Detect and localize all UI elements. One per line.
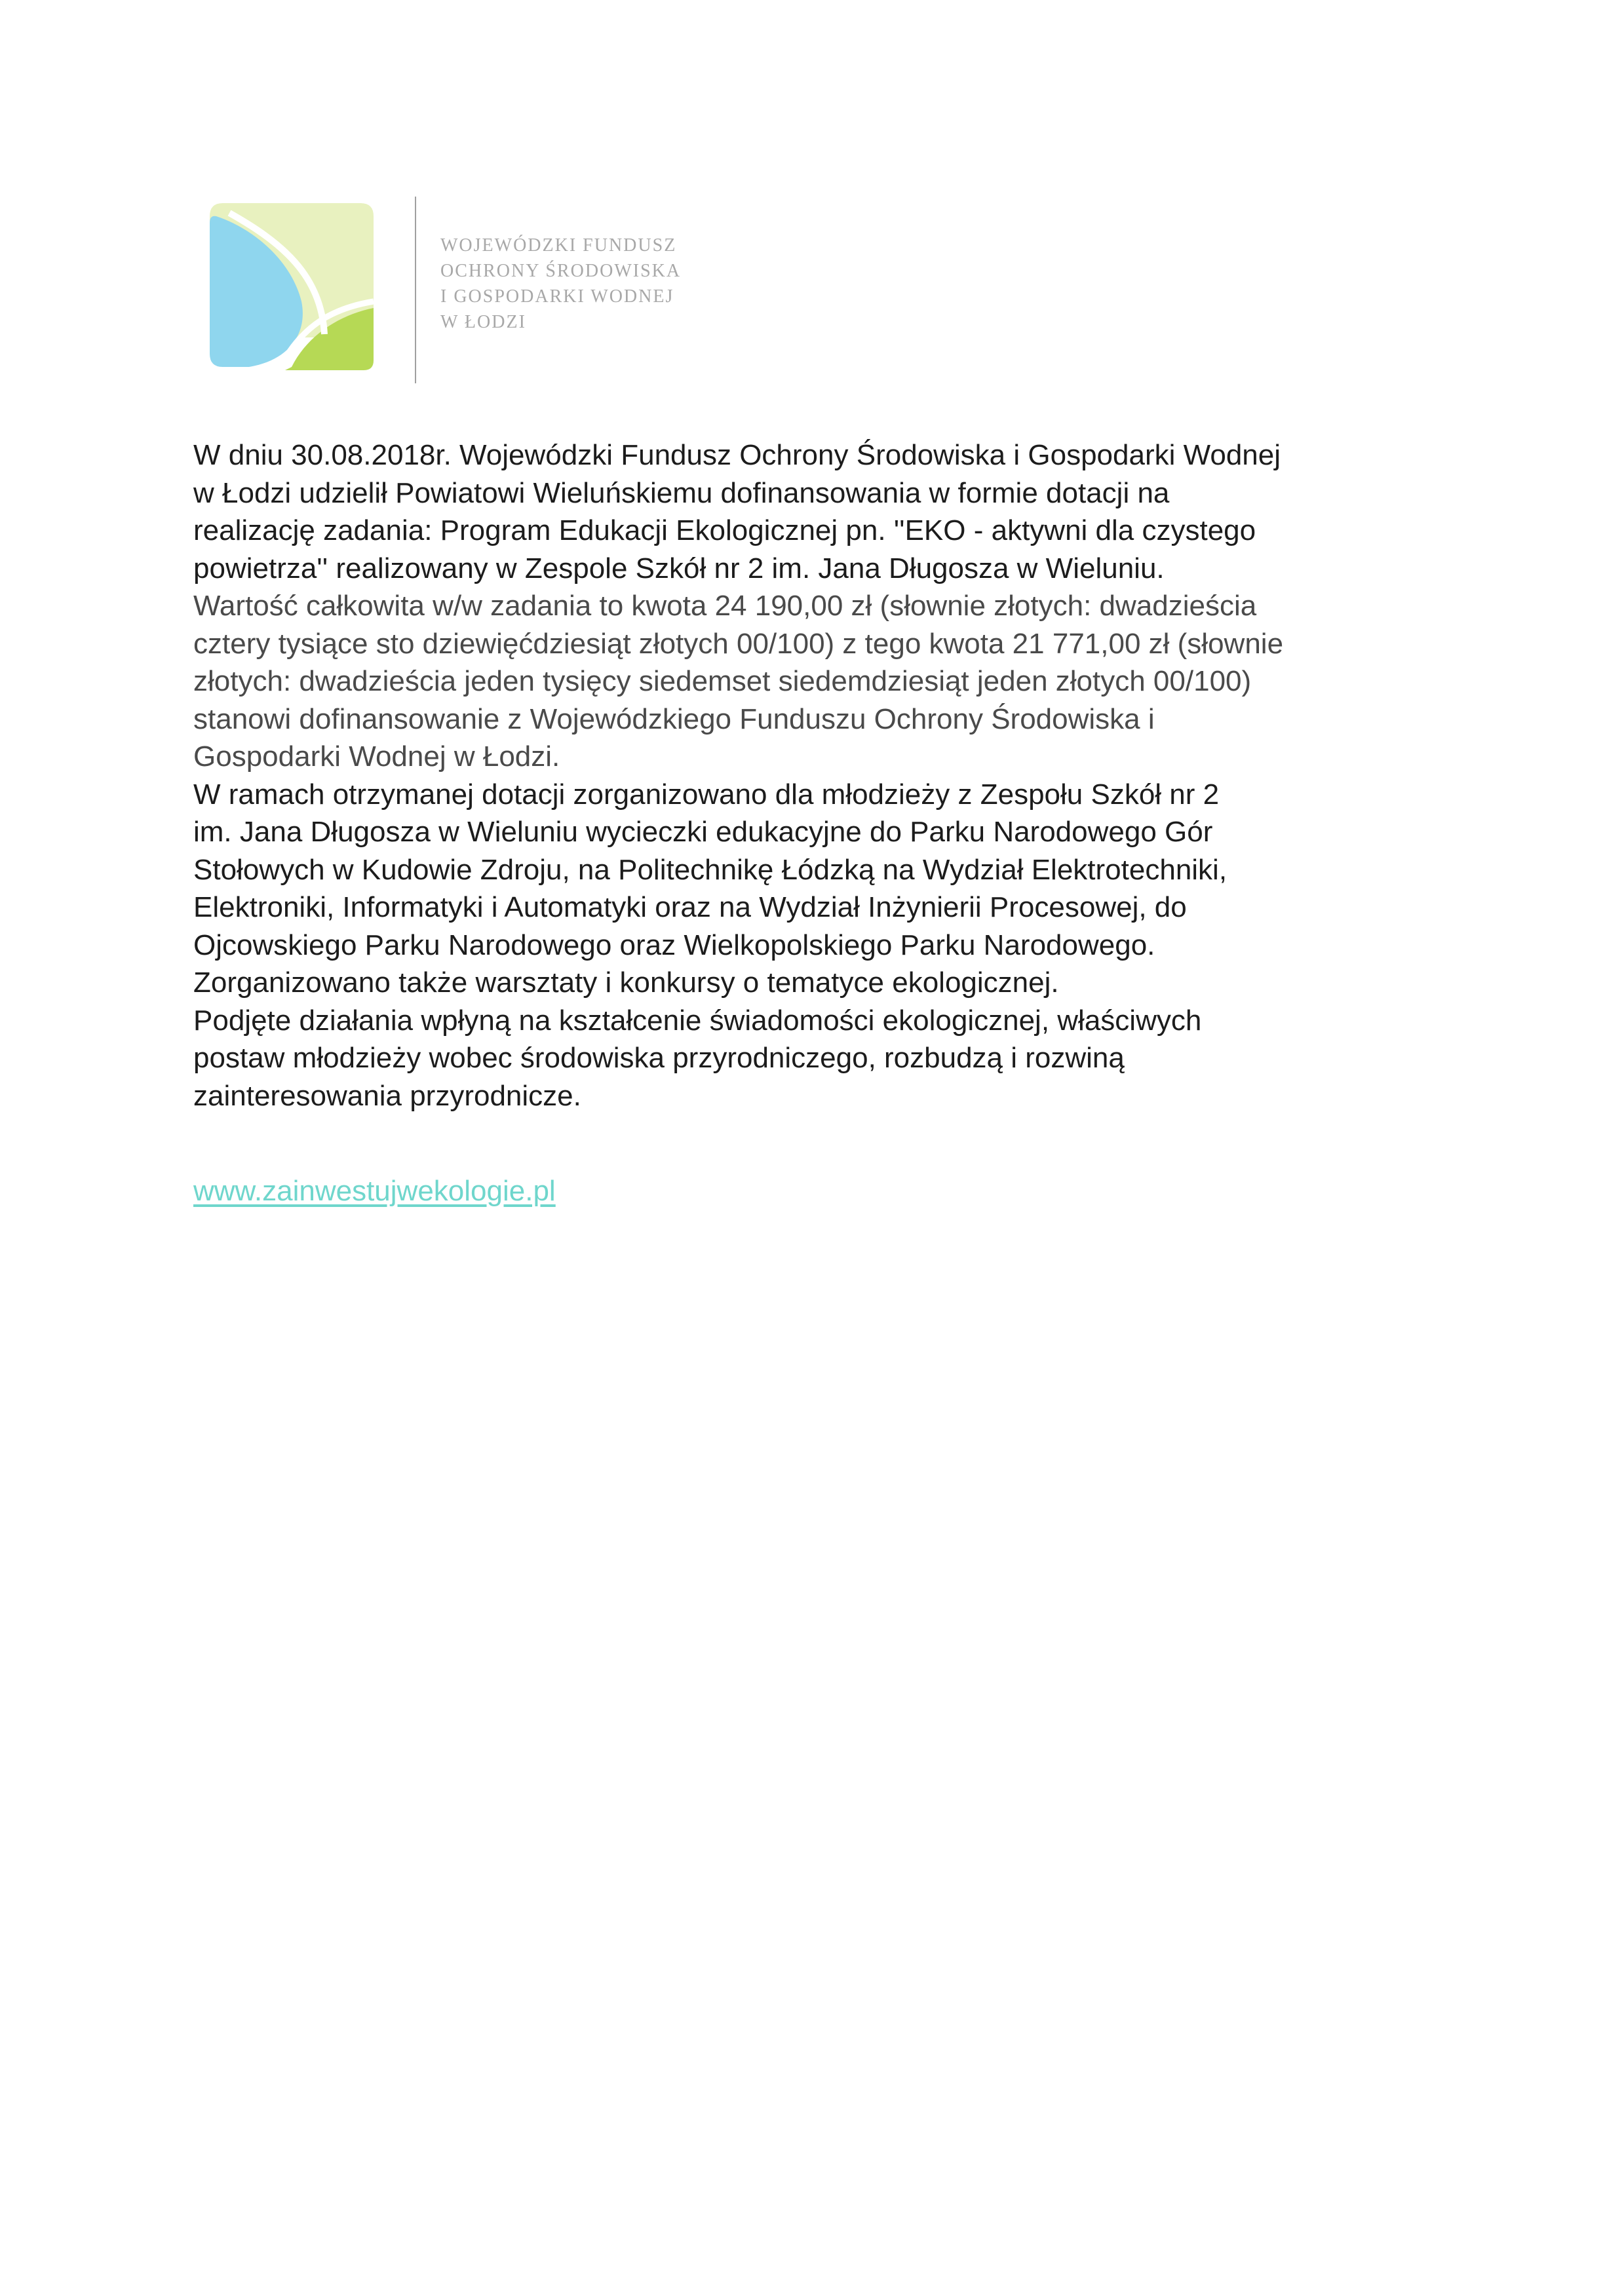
body-line: Podjęte działania wpłyną na kształcenie świadomości ekologicznej, właściwych [193, 1004, 1202, 1037]
body-line: Gospodarki Wodnej w Łodzi. [193, 740, 560, 773]
body-line: Elektroniki, Informatyki i Automatyki oraz na Wydział Inżynierii Procesowej, do [193, 891, 1187, 923]
body-line: złotych: dwadzieścia jeden tysięcy siedemset siedemdziesiąt jeden złotych 00/100) [193, 665, 1252, 697]
body-line: W ramach otrzymanej dotacji zorganizowano dla młodzieży z Zespołu Szkół nr 2 [193, 778, 1220, 811]
body-line: w Łodzi udzielił Powiatowi Wieluńskiemu dofinansowania w formie dotacji na [193, 476, 1170, 509]
body-line: realizację zadania: Program Edukacji Ekologicznej pn. ''EKO - aktywni dla czystego [193, 514, 1256, 546]
body-line: powietrza'' realizowany w Zespole Szkół nr 2 im. Jana Długosza w Wieluniu. [193, 552, 1165, 584]
body-line: Ojcowskiego Parku Narodowego oraz Wielkopolskiego Parku Narodowego. [193, 928, 1155, 961]
org-name-line: WOJEWÓDZKI FUNDUSZ [440, 235, 677, 256]
org-name-line: W ŁODZI [440, 312, 526, 332]
body-line: Zorganizowano także warsztaty i konkursy o tematyce ekologicznej. [193, 966, 1059, 999]
body-line: postaw młodzieży wobec środowiska przyrodniczego, rozbudzą i rozwiną [193, 1042, 1125, 1074]
fund-logo [210, 203, 374, 373]
letterhead-divider [415, 197, 416, 383]
website-link[interactable]: www.zainwestujwekologie.pl [193, 1175, 556, 1207]
document-body [193, 436, 1452, 1115]
org-name-line: I GOSPODARKI WODNEJ [440, 286, 674, 307]
body-line: W dniu 30.08.2018r. Wojewódzki Fundusz Ochrony Środowiska i Gospodarki Wodnej [193, 439, 1281, 471]
body-line: Wartość całkowita w/w zadania to kwota 24 190,00 zł (słownie złotych: dwadzieścia [193, 590, 1257, 622]
org-name-line: OCHRONY ŚRODOWISKA [440, 261, 682, 281]
fund-logo-icon [210, 203, 374, 373]
organization-name [440, 233, 834, 335]
body-line: zainteresowania przyrodnicze. [193, 1079, 581, 1112]
body-line: cztery tysiące sto dziewięćdziesiąt złotych 00/100) z tego kwota 21 771,00 zł (słownie [193, 627, 1284, 660]
body-line: stanowi dofinansowanie z Wojewódzkiego Funduszu Ochrony Środowiska i [193, 702, 1155, 735]
body-line: Stołowych w Kudowie Zdroju, na Politechnikę Łódzką na Wydział Elektrotechniki, [193, 853, 1228, 886]
body-line: im. Jana Długosza w Wieluniu wycieczki edukacyjne do Parku Narodowego Gór [193, 816, 1213, 848]
